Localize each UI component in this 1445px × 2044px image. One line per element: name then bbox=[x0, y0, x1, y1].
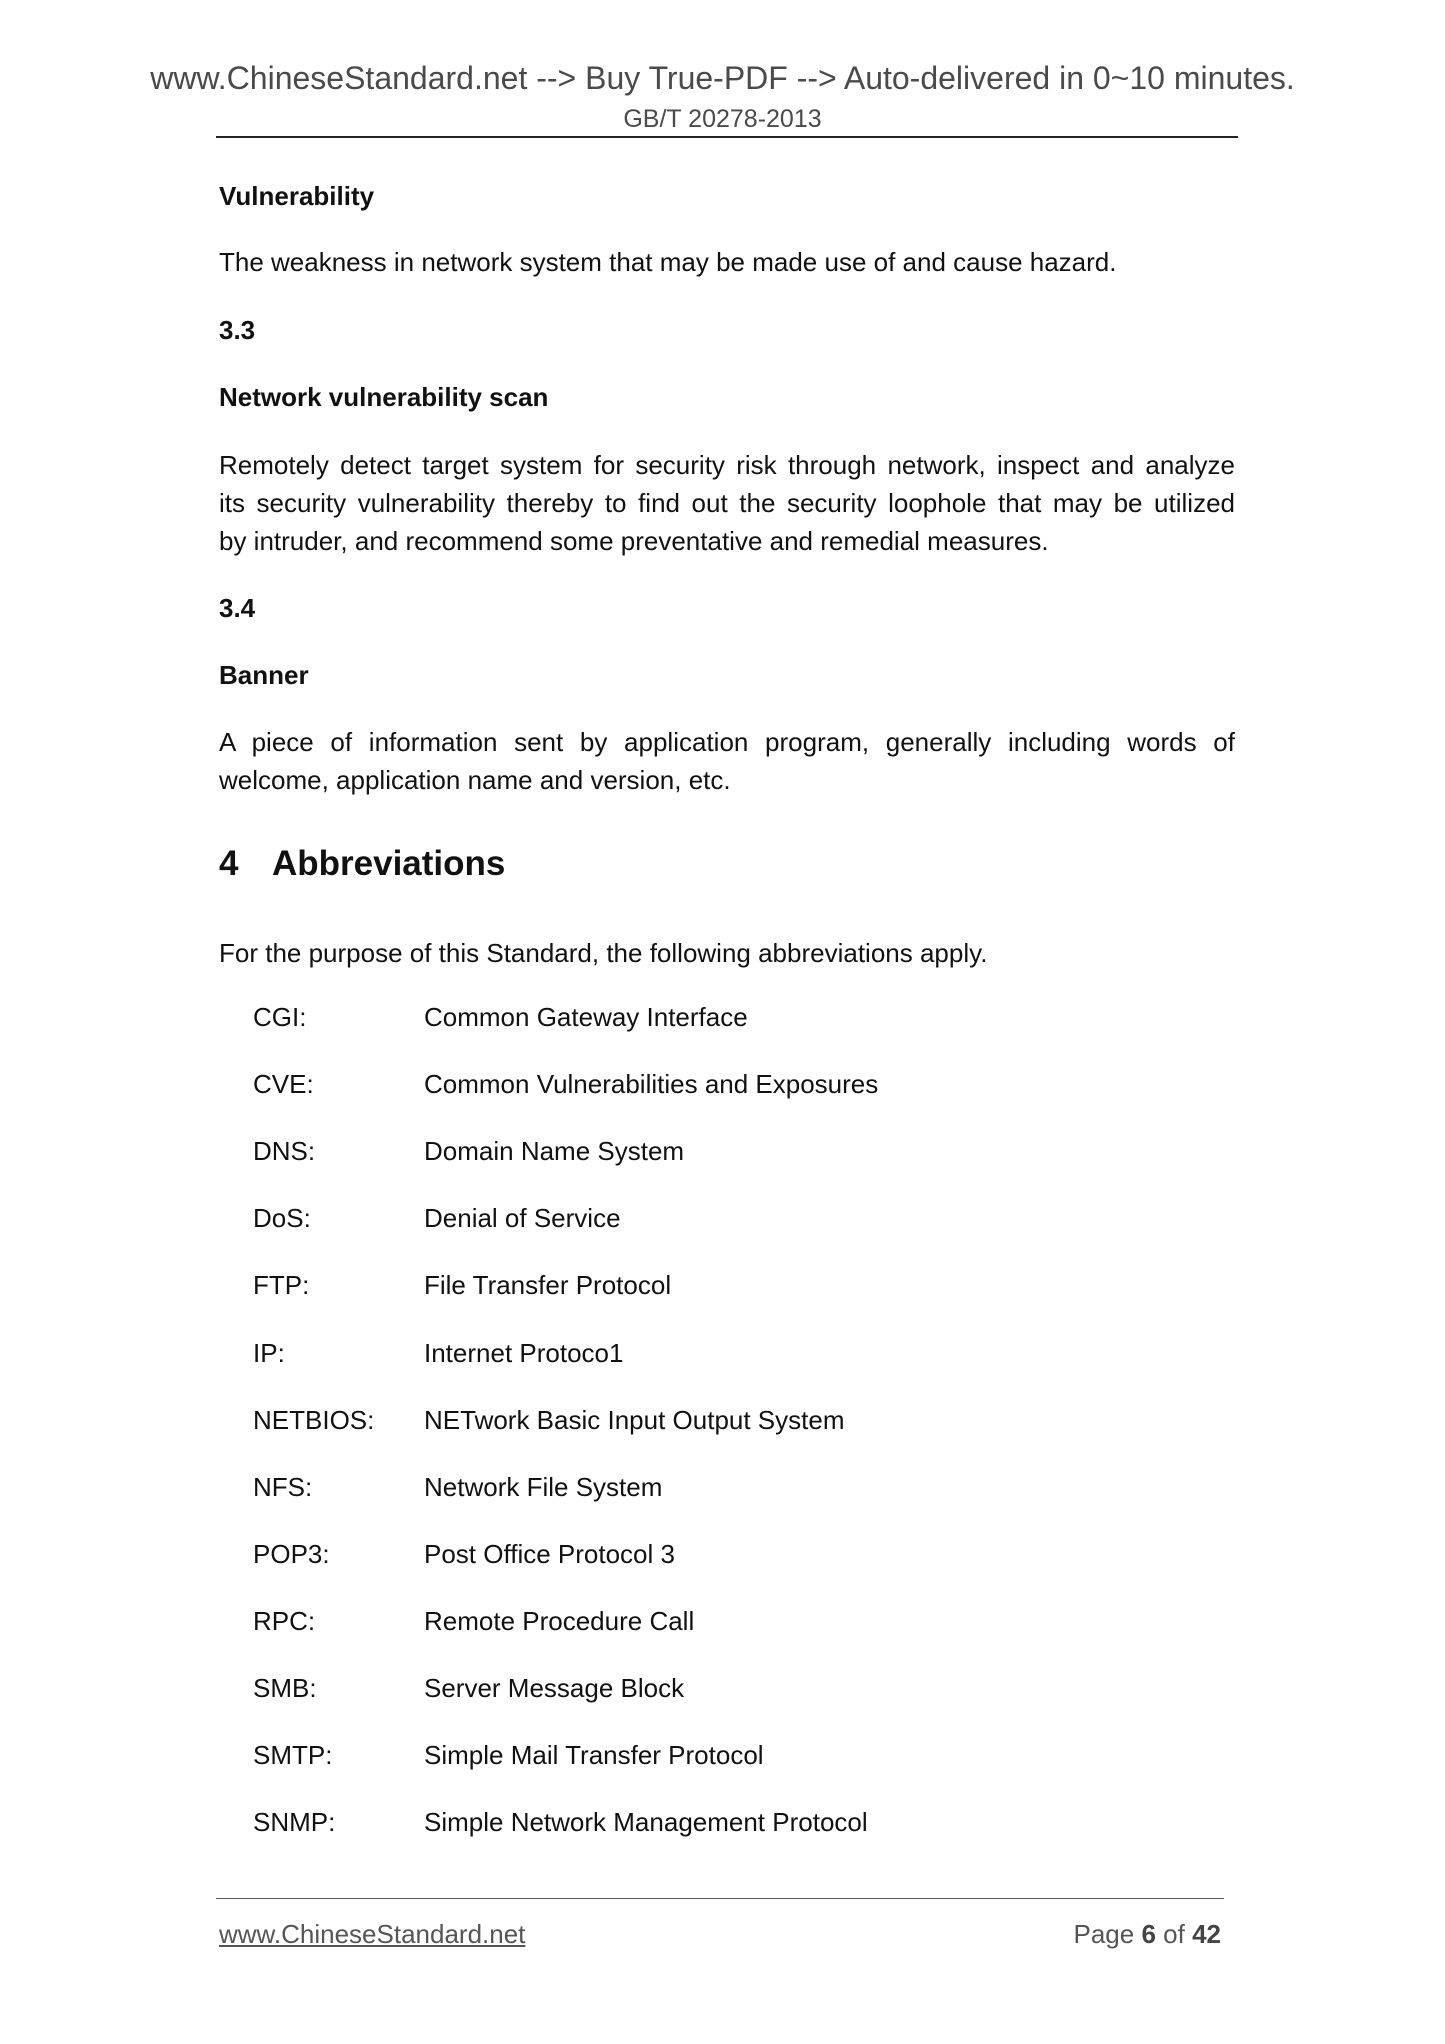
abbreviation-term: FTP: bbox=[253, 1270, 310, 1300]
abbreviation-meaning: Server Message Block bbox=[424, 1673, 685, 1703]
abbreviation-meaning: Post Office Protocol 3 bbox=[424, 1539, 675, 1569]
definition-line: its security vulnerability thereby to find out the security loophole that may be utilized bbox=[219, 488, 1235, 518]
abbreviation-row bbox=[253, 1605, 1153, 1637]
definition-line: by intruder, and recommend some preventative and remedial measures. bbox=[219, 526, 1049, 556]
abbreviation-row bbox=[253, 1135, 1153, 1167]
abbreviation-row bbox=[253, 1202, 1153, 1234]
definition-line: Remotely detect target system for security risk through network, inspect and analyze bbox=[219, 450, 1235, 480]
page-of: of bbox=[1163, 1919, 1185, 1949]
abbreviation-term: SNMP: bbox=[253, 1807, 336, 1837]
abbreviation-meaning: NETwork Basic Input Output System bbox=[424, 1405, 845, 1435]
clause-number-3-4: 3.4 bbox=[219, 593, 256, 623]
abbreviation-term: SMTP: bbox=[253, 1740, 333, 1770]
definition-network-vulnerability-scan bbox=[219, 446, 1235, 560]
page-total: 42 bbox=[1192, 1919, 1221, 1949]
page-label: Page bbox=[1073, 1919, 1135, 1949]
section-title: Abbreviations bbox=[272, 844, 506, 883]
footer-website-link[interactable]: www.ChineseStandard.net bbox=[219, 1919, 526, 1949]
abbreviation-row bbox=[253, 1471, 1153, 1503]
section-number: 4 bbox=[219, 844, 239, 883]
section-heading bbox=[219, 842, 505, 886]
abbreviation-meaning: Simple Mail Transfer Protocol bbox=[424, 1740, 764, 1770]
abbreviation-term: NFS: bbox=[253, 1472, 313, 1502]
abbreviation-term: DoS: bbox=[253, 1203, 311, 1233]
standard-code: GB/T 20278-2013 bbox=[623, 105, 822, 133]
abbreviation-meaning: Domain Name System bbox=[424, 1136, 685, 1166]
abbreviation-meaning: Remote Procedure Call bbox=[424, 1606, 695, 1636]
abbreviation-meaning: Network File System bbox=[424, 1472, 663, 1502]
term-banner: Banner bbox=[219, 660, 309, 690]
abbreviation-row bbox=[253, 1337, 1153, 1369]
term-network-vulnerability-scan: Network vulnerability scan bbox=[219, 382, 549, 412]
abbreviation-row bbox=[253, 1404, 1153, 1436]
abbreviation-row bbox=[253, 1672, 1153, 1704]
abbreviation-row bbox=[253, 1001, 1153, 1033]
abbreviation-row bbox=[253, 1538, 1153, 1570]
abbreviation-term: POP3: bbox=[253, 1539, 330, 1569]
term-vulnerability: Vulnerability bbox=[219, 181, 375, 211]
page-indicator bbox=[1073, 1918, 1221, 1950]
footer-divider bbox=[216, 1898, 1224, 1899]
definition-vulnerability: The weakness in network system that may be made use of and cause hazard. bbox=[219, 247, 1117, 277]
abbreviation-row bbox=[253, 1068, 1153, 1100]
abbreviation-meaning: File Transfer Protocol bbox=[424, 1270, 672, 1300]
header-divider bbox=[216, 136, 1238, 138]
abbreviation-term: DNS: bbox=[253, 1136, 316, 1166]
abbreviation-term: IP: bbox=[253, 1338, 285, 1368]
site-banner: www.ChineseStandard.net --> Buy True-PDF --> Auto-delivered in 0~10 minutes. bbox=[150, 60, 1295, 96]
abbreviation-meaning: Common Gateway Interface bbox=[424, 1002, 748, 1032]
definition-line: A piece of information sent by application program, generally including words of bbox=[219, 727, 1235, 757]
abbreviation-row bbox=[253, 1739, 1153, 1771]
abbreviation-row bbox=[253, 1806, 1153, 1838]
page-current: 6 bbox=[1141, 1919, 1156, 1949]
abbreviation-meaning: Internet Protoco1 bbox=[424, 1338, 624, 1368]
abbreviation-row bbox=[253, 1269, 1153, 1301]
abbreviation-term: RPC: bbox=[253, 1606, 316, 1636]
clause-number-3-3: 3.3 bbox=[219, 315, 256, 345]
abbreviation-term: NETBIOS: bbox=[253, 1405, 375, 1435]
abbreviation-term: CGI: bbox=[253, 1002, 307, 1032]
abbreviation-term: CVE: bbox=[253, 1069, 314, 1099]
definition-banner bbox=[219, 723, 1235, 799]
abbreviation-meaning: Simple Network Management Protocol bbox=[424, 1807, 868, 1837]
abbreviation-term: SMB: bbox=[253, 1673, 317, 1703]
section-intro: For the purpose of this Standard, the following abbreviations apply. bbox=[219, 938, 988, 968]
abbreviation-meaning: Common Vulnerabilities and Exposures bbox=[424, 1069, 879, 1099]
definition-line: welcome, application name and version, etc. bbox=[219, 765, 731, 795]
abbreviation-meaning: Denial of Service bbox=[424, 1203, 621, 1233]
